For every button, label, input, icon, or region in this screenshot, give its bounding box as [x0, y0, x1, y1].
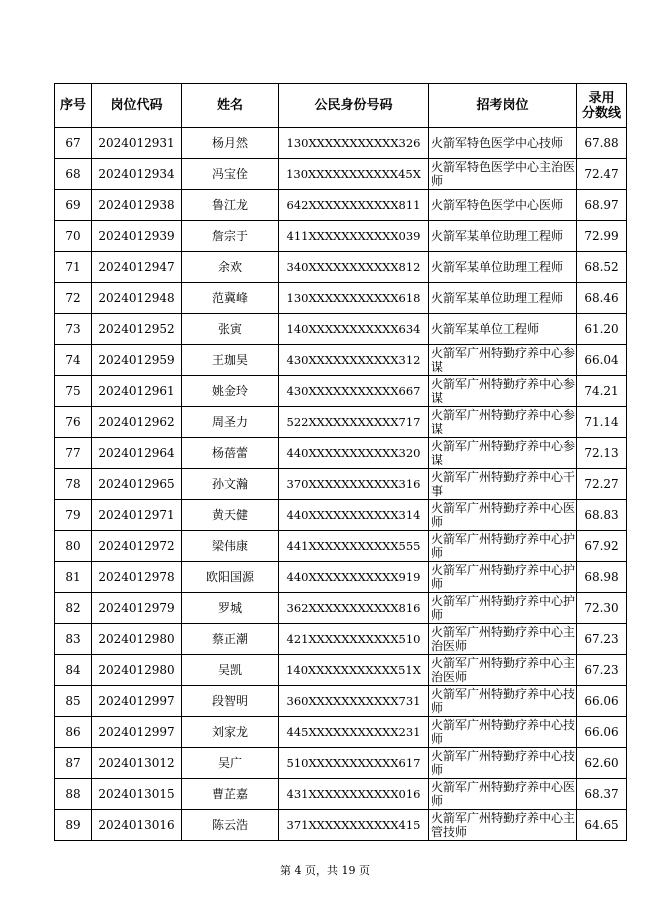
cell-score: 68.98 — [577, 562, 627, 593]
cell-post: 火箭军特色医学中心医师 — [429, 190, 577, 221]
cell-code: 2024012947 — [92, 252, 182, 283]
cell-name: 罗城 — [182, 593, 279, 624]
cell-score: 66.06 — [577, 686, 627, 717]
table-body — [55, 128, 627, 841]
cell-score: 72.27 — [577, 469, 627, 500]
cell-post: 火箭军特色医学中心主治医师 — [429, 159, 577, 190]
cell-code: 2024012997 — [92, 686, 182, 717]
cell-post: 火箭军某单位助理工程师 — [429, 252, 577, 283]
cell-score: 61.20 — [577, 314, 627, 345]
cell-code: 2024012978 — [92, 562, 182, 593]
cell-id-number: 440XXXXXXXXXXX919 — [279, 562, 429, 593]
cell-score: 72.99 — [577, 221, 627, 252]
cell-score: 62.60 — [577, 748, 627, 779]
cell-name: 张寅 — [182, 314, 279, 345]
cell-post: 火箭军广州特勤疗养中心医师 — [429, 500, 577, 531]
cell-seq: 72 — [55, 283, 92, 314]
cell-post: 火箭军某单位助理工程师 — [429, 221, 577, 252]
cell-name: 杨月然 — [182, 128, 279, 159]
cell-post: 火箭军某单位工程师 — [429, 314, 577, 345]
cell-name: 鲁江龙 — [182, 190, 279, 221]
cell-id-number: 430XXXXXXXXXXX312 — [279, 345, 429, 376]
table-row — [55, 345, 627, 376]
cell-seq: 74 — [55, 345, 92, 376]
header-code: 岗位代码 — [92, 84, 182, 128]
cell-post: 火箭军广州特勤疗养中心护师 — [429, 562, 577, 593]
cell-id-number: 130XXXXXXXXXXX326 — [279, 128, 429, 159]
cell-name: 冯宝佺 — [182, 159, 279, 190]
table-header — [55, 84, 627, 128]
cell-code: 2024012938 — [92, 190, 182, 221]
cell-score: 68.97 — [577, 190, 627, 221]
document-page — [54, 83, 621, 841]
cell-name: 吴凯 — [182, 655, 279, 686]
cell-name: 欧阳国源 — [182, 562, 279, 593]
cell-id-number: 360XXXXXXXXXXX731 — [279, 686, 429, 717]
cell-post: 火箭军广州特勤疗养中心医师 — [429, 779, 577, 810]
cell-seq: 88 — [55, 779, 92, 810]
cell-seq: 77 — [55, 438, 92, 469]
cell-score: 72.30 — [577, 593, 627, 624]
cell-code: 2024012959 — [92, 345, 182, 376]
cell-score: 71.14 — [577, 407, 627, 438]
cell-post: 火箭军广州特勤疗养中心干事 — [429, 469, 577, 500]
cell-code: 2024012962 — [92, 407, 182, 438]
table-row — [55, 531, 627, 562]
cell-seq: 84 — [55, 655, 92, 686]
cell-id-number: 130XXXXXXXXXXX618 — [279, 283, 429, 314]
cell-id-number: 411XXXXXXXXXXX039 — [279, 221, 429, 252]
table-row — [55, 562, 627, 593]
table-row — [55, 686, 627, 717]
header-score-line2: 分数线 — [581, 105, 621, 121]
table-row — [55, 283, 627, 314]
table-row — [55, 717, 627, 748]
table-row — [55, 314, 627, 345]
cell-score: 64.65 — [577, 810, 627, 841]
cell-seq: 70 — [55, 221, 92, 252]
cell-post: 火箭军广州特勤疗养中心主管技师 — [429, 810, 577, 841]
table-row — [55, 438, 627, 469]
cell-seq: 86 — [55, 717, 92, 748]
cell-id-number: 130XXXXXXXXXXX45X — [279, 159, 429, 190]
cell-score: 68.46 — [577, 283, 627, 314]
cell-post: 火箭军广州特勤疗养中心参谋 — [429, 345, 577, 376]
cell-post: 火箭军广州特勤疗养中心参谋 — [429, 376, 577, 407]
cell-id-number: 371XXXXXXXXXXX415 — [279, 810, 429, 841]
cell-name: 杨蓓蕾 — [182, 438, 279, 469]
table-row — [55, 159, 627, 190]
cell-score: 67.88 — [577, 128, 627, 159]
table-row — [55, 624, 627, 655]
cell-post: 火箭军广州特勤疗养中心护师 — [429, 531, 577, 562]
cell-id-number: 140XXXXXXXXXXX634 — [279, 314, 429, 345]
cell-id-number: 140XXXXXXXXXXX51X — [279, 655, 429, 686]
cell-score: 67.23 — [577, 624, 627, 655]
cell-code: 2024012931 — [92, 128, 182, 159]
header-score — [577, 84, 627, 128]
table-row — [55, 779, 627, 810]
cell-name: 陈云浩 — [182, 810, 279, 841]
cell-id-number: 440XXXXXXXXXXX320 — [279, 438, 429, 469]
cell-post: 火箭军广州特勤疗养中心主治医师 — [429, 624, 577, 655]
cell-code: 2024012948 — [92, 283, 182, 314]
cell-score: 72.47 — [577, 159, 627, 190]
table-row — [55, 500, 627, 531]
cell-code: 2024012972 — [92, 531, 182, 562]
cell-name: 范冀峰 — [182, 283, 279, 314]
cell-name: 蔡正潮 — [182, 624, 279, 655]
cell-seq: 89 — [55, 810, 92, 841]
cell-id-number: 440XXXXXXXXXXX314 — [279, 500, 429, 531]
cell-code: 2024013012 — [92, 748, 182, 779]
cell-code: 2024012939 — [92, 221, 182, 252]
cell-seq: 79 — [55, 500, 92, 531]
cell-seq: 67 — [55, 128, 92, 159]
cell-code: 2024013015 — [92, 779, 182, 810]
cell-seq: 73 — [55, 314, 92, 345]
cell-code: 2024012980 — [92, 624, 182, 655]
cell-seq: 81 — [55, 562, 92, 593]
cell-post: 火箭军广州特勤疗养中心主治医师 — [429, 655, 577, 686]
cell-seq: 69 — [55, 190, 92, 221]
header-seq: 序号 — [55, 84, 92, 128]
cell-post: 火箭军特色医学中心技师 — [429, 128, 577, 159]
cell-code: 2024013016 — [92, 810, 182, 841]
header-name: 姓名 — [182, 84, 279, 128]
admission-table — [54, 83, 627, 841]
cell-code: 2024012979 — [92, 593, 182, 624]
cell-code: 2024012965 — [92, 469, 182, 500]
cell-name: 余欢 — [182, 252, 279, 283]
cell-id-number: 441XXXXXXXXXXX555 — [279, 531, 429, 562]
cell-post: 火箭军广州特勤疗养中心技师 — [429, 748, 577, 779]
cell-id-number: 340XXXXXXXXXXX812 — [279, 252, 429, 283]
table-row — [55, 810, 627, 841]
cell-name: 梁伟康 — [182, 531, 279, 562]
cell-seq: 75 — [55, 376, 92, 407]
cell-score: 74.21 — [577, 376, 627, 407]
cell-seq: 68 — [55, 159, 92, 190]
cell-score: 66.04 — [577, 345, 627, 376]
cell-score: 67.92 — [577, 531, 627, 562]
cell-code: 2024012952 — [92, 314, 182, 345]
header-row — [55, 84, 627, 128]
cell-id-number: 642XXXXXXXXXXX811 — [279, 190, 429, 221]
header-id: 公民身份号码 — [279, 84, 429, 128]
cell-score: 72.13 — [577, 438, 627, 469]
table-row — [55, 376, 627, 407]
cell-seq: 82 — [55, 593, 92, 624]
cell-name: 王珈昊 — [182, 345, 279, 376]
page-footer: 第 4 页，共 19 页 — [280, 864, 370, 877]
table-row — [55, 407, 627, 438]
cell-id-number: 430XXXXXXXXXXX667 — [279, 376, 429, 407]
cell-code: 2024012971 — [92, 500, 182, 531]
cell-post: 火箭军广州特勤疗养中心参谋 — [429, 407, 577, 438]
cell-seq: 80 — [55, 531, 92, 562]
cell-name: 黄天健 — [182, 500, 279, 531]
cell-name: 曹芷嘉 — [182, 779, 279, 810]
table-row — [55, 655, 627, 686]
table-row — [55, 593, 627, 624]
cell-name: 刘家龙 — [182, 717, 279, 748]
cell-score: 68.37 — [577, 779, 627, 810]
cell-id-number: 362XXXXXXXXXXX816 — [279, 593, 429, 624]
cell-post: 火箭军广州特勤疗养中心护师 — [429, 593, 577, 624]
table-row — [55, 252, 627, 283]
cell-name: 姚金玲 — [182, 376, 279, 407]
cell-code: 2024012980 — [92, 655, 182, 686]
cell-id-number: 445XXXXXXXXXXX231 — [279, 717, 429, 748]
cell-id-number: 510XXXXXXXXXXX617 — [279, 748, 429, 779]
header-score-line1: 录用 — [588, 90, 615, 106]
cell-seq: 85 — [55, 686, 92, 717]
cell-name: 周圣力 — [182, 407, 279, 438]
table-row — [55, 469, 627, 500]
cell-name: 段智明 — [182, 686, 279, 717]
cell-code: 2024012997 — [92, 717, 182, 748]
cell-score: 68.83 — [577, 500, 627, 531]
cell-id-number: 421XXXXXXXXXXX510 — [279, 624, 429, 655]
cell-name: 孙文瀚 — [182, 469, 279, 500]
cell-post: 火箭军广州特勤疗养中心技师 — [429, 717, 577, 748]
cell-code: 2024012934 — [92, 159, 182, 190]
cell-post: 火箭军广州特勤疗养中心技师 — [429, 686, 577, 717]
cell-score: 68.52 — [577, 252, 627, 283]
cell-seq: 71 — [55, 252, 92, 283]
cell-seq: 76 — [55, 407, 92, 438]
cell-id-number: 370XXXXXXXXXXX316 — [279, 469, 429, 500]
cell-post: 火箭军广州特勤疗养中心参谋 — [429, 438, 577, 469]
cell-name: 詹宗于 — [182, 221, 279, 252]
cell-id-number: 431XXXXXXXXXXX016 — [279, 779, 429, 810]
table-row — [55, 748, 627, 779]
cell-seq: 83 — [55, 624, 92, 655]
cell-score: 66.06 — [577, 717, 627, 748]
cell-code: 2024012961 — [92, 376, 182, 407]
cell-seq: 87 — [55, 748, 92, 779]
table-row — [55, 221, 627, 252]
header-post: 招考岗位 — [429, 84, 577, 128]
cell-id-number: 522XXXXXXXXXXX717 — [279, 407, 429, 438]
table-row — [55, 128, 627, 159]
cell-score: 67.23 — [577, 655, 627, 686]
cell-seq: 78 — [55, 469, 92, 500]
cell-code: 2024012964 — [92, 438, 182, 469]
cell-name: 吴广 — [182, 748, 279, 779]
table-row — [55, 190, 627, 221]
cell-post: 火箭军某单位助理工程师 — [429, 283, 577, 314]
